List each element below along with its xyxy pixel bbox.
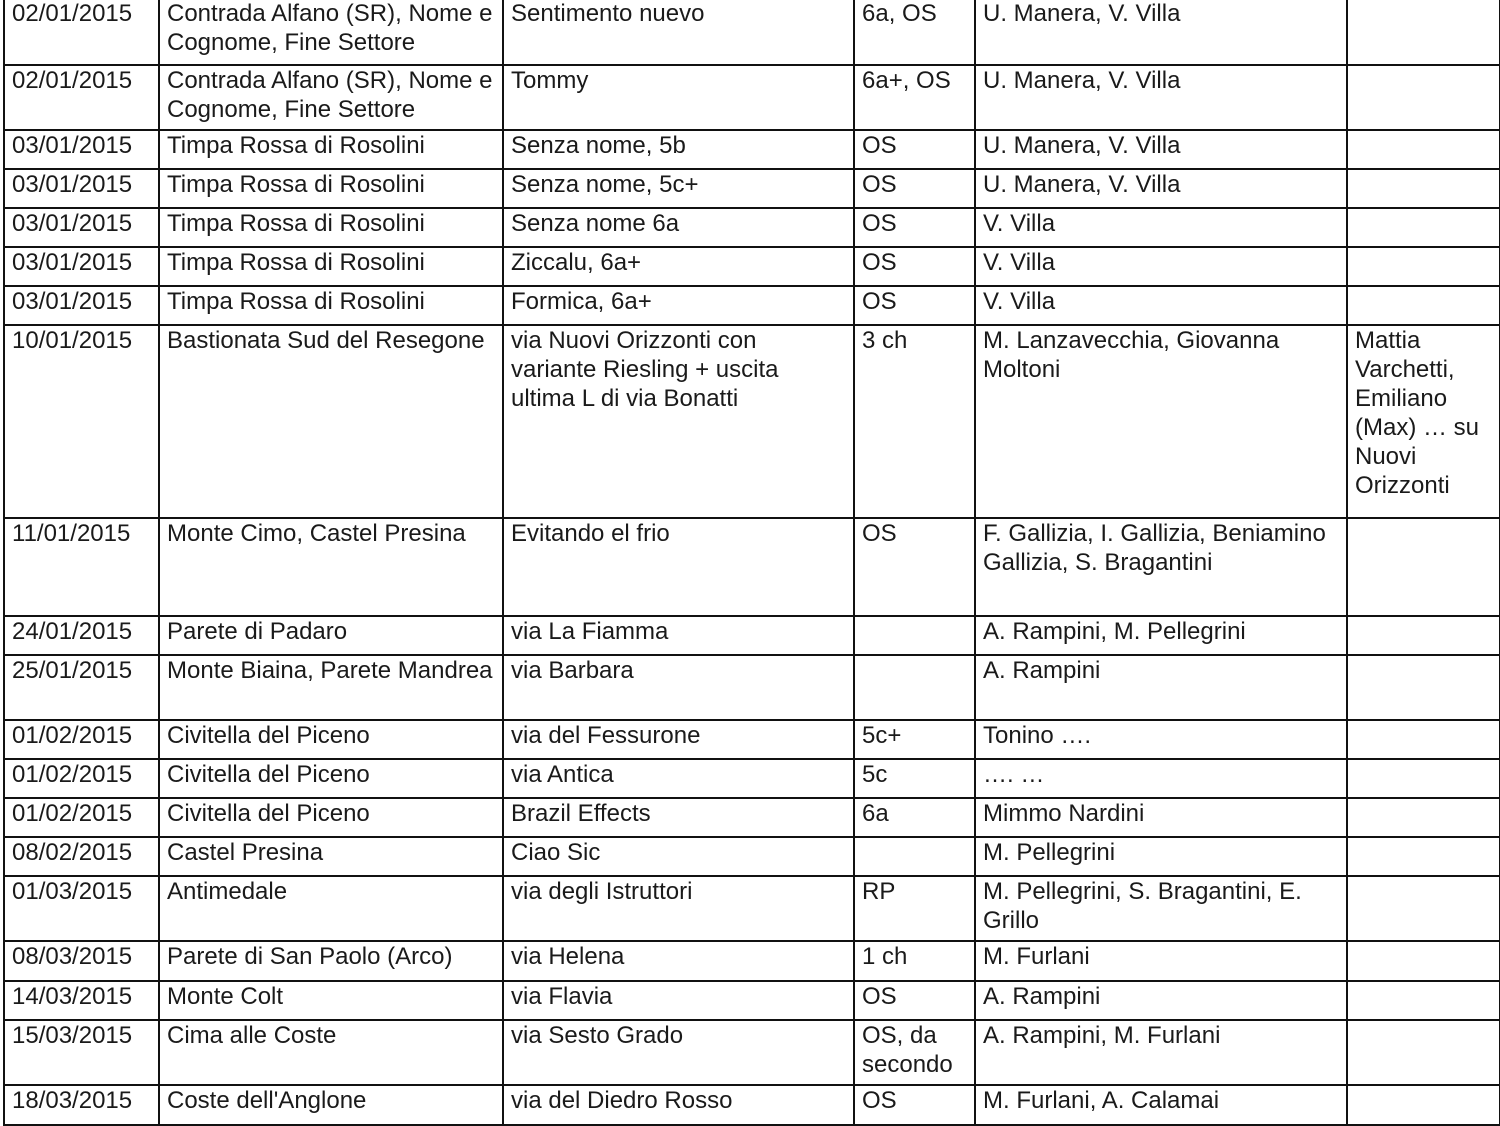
table-row [4,247,1500,286]
route-cell: via Sesto Grado [503,1020,854,1085]
date-cell: 25/01/2015 [4,655,159,720]
route-cell: Sentimento nuevo [503,0,854,65]
grade-cell [854,837,975,876]
date-cell: 03/01/2015 [4,286,159,325]
date-cell: 11/01/2015 [4,518,159,616]
climbers-cell: F. Gallizia, I. Gallizia, Beniamino Gallizia, S. Bragantini [975,518,1347,616]
table-row [4,759,1500,798]
place-cell: Civitella del Piceno [159,798,503,837]
grade-cell: 5c [854,759,975,798]
date-cell: 03/01/2015 [4,247,159,286]
route-cell: via Helena [503,941,854,981]
place-cell: Parete di Padaro [159,616,503,655]
route-cell: via Antica [503,759,854,798]
climbers-cell: M. Pellegrini [975,837,1347,876]
date-cell: 18/03/2015 [4,1085,159,1125]
table-row [4,0,1500,65]
place-cell: Civitella del Piceno [159,720,503,759]
grade-cell: 6a+, OS [854,65,975,130]
notes-cell [1347,1085,1500,1125]
climbers-cell: U. Manera, V. Villa [975,0,1347,65]
grade-cell: OS [854,169,975,208]
grade-cell: OS [854,1085,975,1125]
notes-cell [1347,720,1500,759]
table-row [4,616,1500,655]
climbers-cell: A. Rampini [975,981,1347,1020]
notes-cell [1347,1020,1500,1085]
date-cell: 14/03/2015 [4,981,159,1020]
table-row [4,655,1500,720]
climbers-cell: A. Rampini, M. Pellegrini [975,616,1347,655]
place-cell: Parete di San Paolo (Arco) [159,941,503,981]
date-cell: 03/01/2015 [4,130,159,169]
grade-cell: OS [854,981,975,1020]
route-cell: Formica, 6a+ [503,286,854,325]
place-cell: Timpa Rossa di Rosolini [159,247,503,286]
place-cell: Contrada Alfano (SR), Nome e Cognome, Fine Settore [159,0,503,65]
notes-cell [1347,130,1500,169]
place-cell: Timpa Rossa di Rosolini [159,208,503,247]
date-cell: 15/03/2015 [4,1020,159,1085]
date-cell: 03/01/2015 [4,208,159,247]
grade-cell: RP [854,876,975,941]
place-cell: Monte Biaina, Parete Mandrea [159,655,503,720]
route-cell: Evitando el frio [503,518,854,616]
climbers-cell: M. Furlani [975,941,1347,981]
climbers-cell: M. Lanzavecchia, Giovanna Moltoni [975,325,1347,518]
grade-cell: 6a [854,798,975,837]
grade-cell: 5c+ [854,720,975,759]
grade-cell [854,616,975,655]
table-row [4,325,1500,518]
notes-cell [1347,655,1500,720]
climbers-cell: M. Furlani, A. Calamai [975,1085,1347,1125]
table-row [4,720,1500,759]
climbers-cell: U. Manera, V. Villa [975,130,1347,169]
date-cell: 08/03/2015 [4,941,159,981]
notes-cell [1347,65,1500,130]
date-cell: 01/02/2015 [4,798,159,837]
climbers-cell: V. Villa [975,208,1347,247]
climbers-cell: U. Manera, V. Villa [975,65,1347,130]
route-cell: via del Diedro Rosso [503,1085,854,1125]
route-cell: via degli Istruttori [503,876,854,941]
table-row [4,65,1500,130]
date-cell: 10/01/2015 [4,325,159,518]
notes-cell: Mattia Varchetti, Emiliano (Max) … su Nuovi Orizzonti [1347,325,1500,518]
place-cell: Antimedale [159,876,503,941]
table-row [4,130,1500,169]
route-cell: via Barbara [503,655,854,720]
date-cell: 01/02/2015 [4,720,159,759]
notes-cell [1347,286,1500,325]
grade-cell: OS [854,247,975,286]
route-cell: Senza nome, 5b [503,130,854,169]
table-row [4,798,1500,837]
place-cell: Timpa Rossa di Rosolini [159,286,503,325]
climbing-log-table [3,0,1500,1126]
grade-cell: OS [854,518,975,616]
route-cell: Tommy [503,65,854,130]
grade-cell: 6a, OS [854,0,975,65]
place-cell: Civitella del Piceno [159,759,503,798]
notes-cell [1347,981,1500,1020]
notes-cell [1347,518,1500,616]
place-cell: Castel Presina [159,837,503,876]
table-row [4,941,1500,981]
route-cell: Ciao Sic [503,837,854,876]
grade-cell: 1 ch [854,941,975,981]
notes-cell [1347,759,1500,798]
route-cell: via La Fiamma [503,616,854,655]
grade-cell: OS [854,286,975,325]
route-cell: Senza nome 6a [503,208,854,247]
climbing-log-body [4,0,1500,1125]
date-cell: 02/01/2015 [4,65,159,130]
place-cell: Coste dell'Anglone [159,1085,503,1125]
grade-cell: OS [854,130,975,169]
climbers-cell: V. Villa [975,247,1347,286]
place-cell: Bastionata Sud del Resegone [159,325,503,518]
climbers-cell: Mimmo Nardini [975,798,1347,837]
table-row [4,837,1500,876]
place-cell: Timpa Rossa di Rosolini [159,169,503,208]
date-cell: 01/02/2015 [4,759,159,798]
date-cell: 01/03/2015 [4,876,159,941]
table-row [4,981,1500,1020]
route-cell: via del Fessurone [503,720,854,759]
route-cell: Ziccalu, 6a+ [503,247,854,286]
date-cell: 03/01/2015 [4,169,159,208]
climbers-cell: Tonino …. [975,720,1347,759]
place-cell: Timpa Rossa di Rosolini [159,130,503,169]
notes-cell [1347,169,1500,208]
climbers-cell: A. Rampini [975,655,1347,720]
notes-cell [1347,247,1500,286]
table-row [4,518,1500,616]
route-cell: via Nuovi Orizzonti con variante Riesling + uscita ultima L di via Bonatti [503,325,854,518]
climbers-cell: U. Manera, V. Villa [975,169,1347,208]
notes-cell [1347,837,1500,876]
date-cell: 02/01/2015 [4,0,159,65]
notes-cell [1347,616,1500,655]
place-cell: Monte Cimo, Castel Presina [159,518,503,616]
climbers-cell: …. … [975,759,1347,798]
date-cell: 08/02/2015 [4,837,159,876]
table-row [4,286,1500,325]
grade-cell: 3 ch [854,325,975,518]
table-row [4,1085,1500,1125]
notes-cell [1347,798,1500,837]
place-cell: Contrada Alfano (SR), Nome e Cognome, Fine Settore [159,65,503,130]
table-row [4,208,1500,247]
climbers-cell: A. Rampini, M. Furlani [975,1020,1347,1085]
place-cell: Monte Colt [159,981,503,1020]
notes-cell [1347,876,1500,941]
notes-cell [1347,941,1500,981]
table-row [4,876,1500,941]
table-row [4,1020,1500,1085]
table-row [4,169,1500,208]
grade-cell: OS, da secondo [854,1020,975,1085]
place-cell: Cima alle Coste [159,1020,503,1085]
climbers-cell: V. Villa [975,286,1347,325]
climbers-cell: M. Pellegrini, S. Bragantini, E. Grillo [975,876,1347,941]
route-cell: via Flavia [503,981,854,1020]
route-cell: Brazil Effects [503,798,854,837]
grade-cell [854,655,975,720]
notes-cell [1347,0,1500,65]
notes-cell [1347,208,1500,247]
grade-cell: OS [854,208,975,247]
route-cell: Senza nome, 5c+ [503,169,854,208]
date-cell: 24/01/2015 [4,616,159,655]
